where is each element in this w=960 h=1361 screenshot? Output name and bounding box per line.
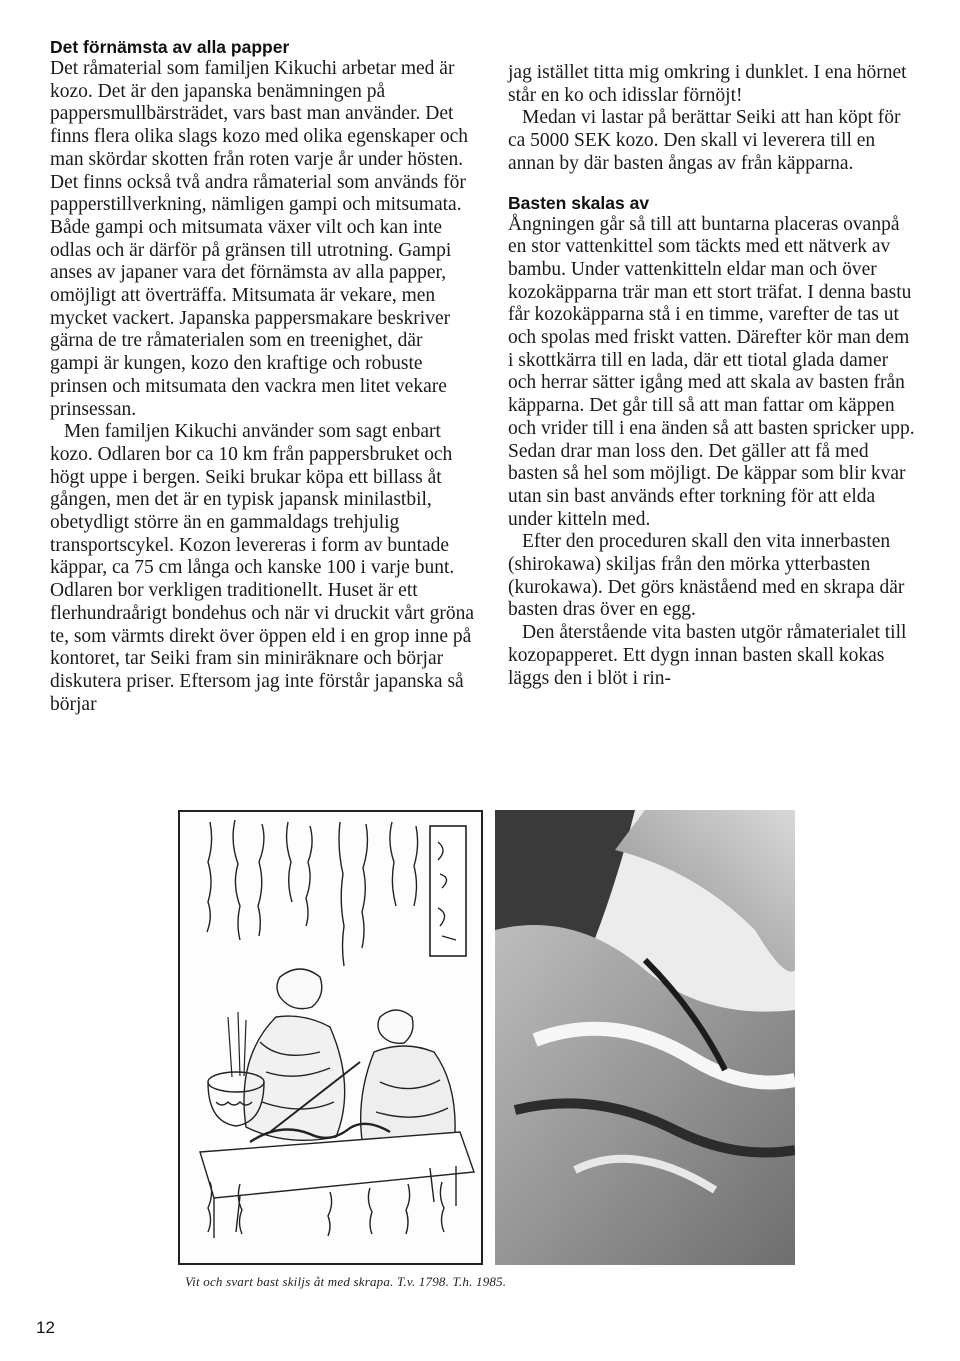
paragraph: Ångningen går så till att buntarna placeras ovanpå en stor vattenkittel som täckts med ett nätverk av bambu. Under vattenkitteln eldar man och över kozokäpparna trär man ett stort träfat. I denna bastu får kozokäpparna stå i en timme, varefter de tas ut och spolas med friskt vatten. Därefter kör man dem i skottkärra till en lada, där ett tiotal glada damer och herrar sätter igång med att skala av basten från käpparna. Det går till så att man fattar om käppen och vrider till i ena änden så att basten spricker upp. Sedan drar man loss den. Det gäller att få med basten så hel som möjligt. De käppar som blir kvar utan sin bast används efter torkning för att elda under kitteln med. <box>508 213 915 530</box>
page-number: 12 <box>36 1318 55 1337</box>
figure-caption: Vit och svart bast skiljs åt med skrapa. T.v. 1798. T.h. 1985. <box>185 1274 507 1289</box>
paragraph: Det råmaterial som familjen Kikuchi arbetar med är kozo. Det är den japanska benämningen på pappersmullbärsträdet, vars bast man använder. Det finns flera olika slags kozo med olika egenskaper och man skördar skotten från roten varje år under hösten. Det finns också två andra råmaterial som används för papperstillverkning, nämligen gampi och mitsumata. Både gampi och mitsumata växer vilt och kan inte odlas och är därför på gränsen till utrotning. Gampi anses av japaner vara det förnämsta av alla papper, omöjligt att överträffa. Mitsumata är vekare, men mycket vackert. Japanska pappersmakare beskriver gärna de tre råmaterialen som en treenighet, där gampi är kungen, kozo den kraftige och robuste prinsen och mitsumata den vackra men litet vekare prinsessan. <box>50 58 469 420</box>
heading-section: Basten skalas av <box>508 192 650 213</box>
scraping-photograph <box>495 810 795 1265</box>
heading-main: Det förnämsta av alla papper <box>50 37 290 57</box>
woodblock-illustration <box>178 810 483 1265</box>
right-column <box>508 62 916 690</box>
paragraph: jag istället titta mig omkring i dunklet. I ena hörnet står en ko och idisslar förnöjt! <box>508 62 907 106</box>
calligraphy-columns <box>207 820 418 966</box>
scraping-photograph-drawing <box>495 810 795 1265</box>
paragraph: Efter den proceduren skall den vita innerbasten (shirokawa) skiljas från den mörka ytterbasten (kurokawa). Det görs knäståend med en skrapa där basten dras över en egg. <box>508 531 905 621</box>
paragraph: Den återstående vita basten utgör råmaterialet till kozopapperet. Ett dygn innan basten skall kokas läggs den i blöt i rin- <box>508 622 907 689</box>
woodblock-illustration-drawing <box>180 812 481 1263</box>
left-column <box>50 36 475 716</box>
paragraph: Men familjen Kikuchi använder som sagt enbart kozo. Odlaren bor ca 10 km från pappersbruket och högt uppe i bergen. Seiki brukar köpa ett billass åt gången, men det är en typisk japansk minilastbil, obetydligt större än en gammaldags trehjulig transportscykel. Kozon levereras i form av buntade käppar, ca 75 cm långa och kanske 100 i varje bunt. Odlaren bor verkligen traditionellt. Huset är ett flerhundraårigt bondehus och när vi druckit vårt gröna te, som värmts direkt över öppen eld i en grop inne på kontoret, tar Seiki fram sin miniräknare och börjar diskutera priser. Eftersom jag inte förstår japanska så börjar <box>50 421 474 715</box>
paragraph: Medan vi lastar på berättar Seiki att han köpt för ca 5000 SEK kozo. Den skall vi leverera till en annan by där basten ångas av från käpparna. <box>508 107 901 174</box>
